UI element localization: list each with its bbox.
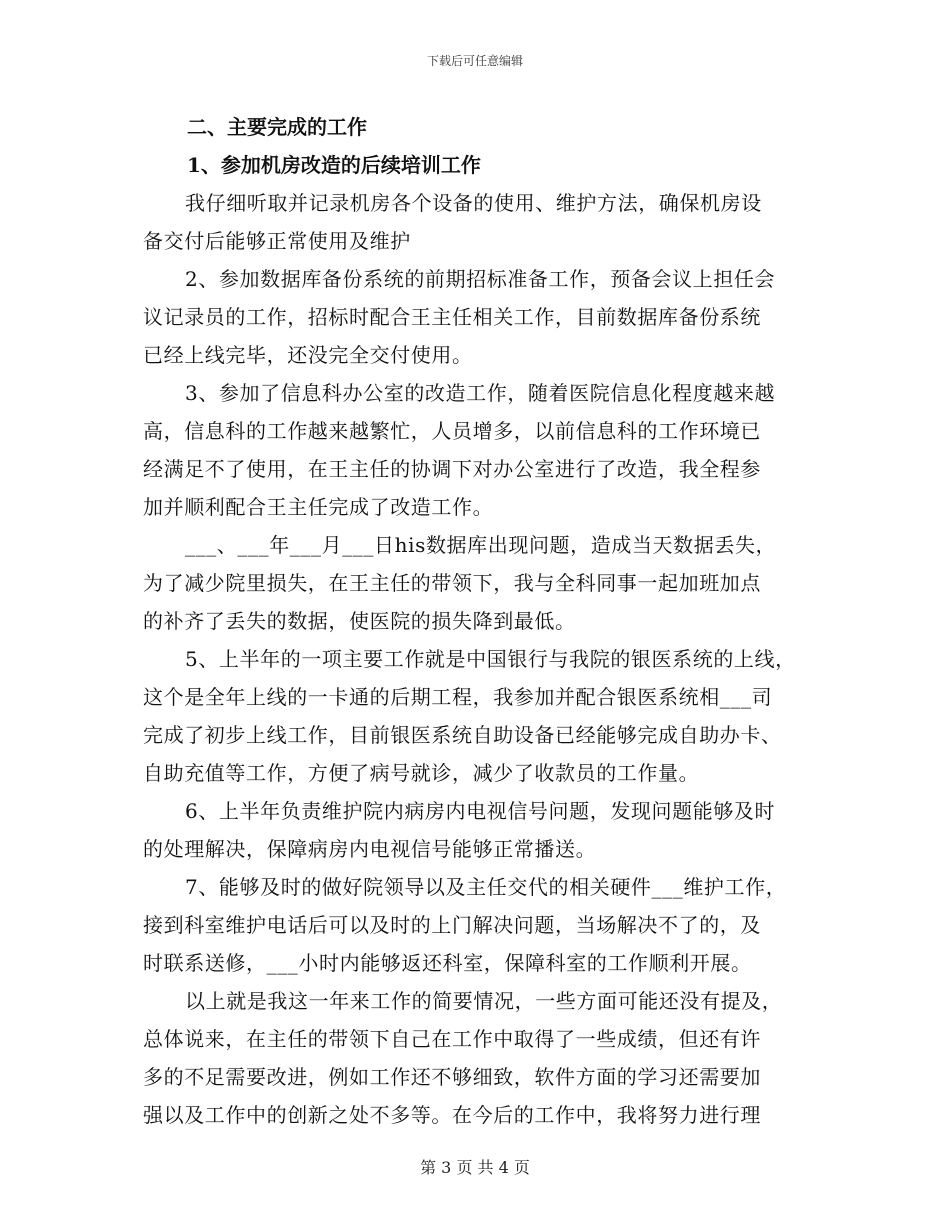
- paragraph-line: 多的不足需要改进，例如工作还不够细致，软件方面的学习还需要加: [143, 1065, 761, 1089]
- paragraph-line: ___、___年___月___日his数据库出现问题，造成当天数据丢失，: [185, 533, 777, 557]
- paragraph-line: 的处理解决，保障病房内电视信号能够正常播送。: [143, 837, 597, 861]
- paragraph-line: 以上就是我这一年来工作的简要情况，一些方面可能还没有提及，: [185, 989, 783, 1013]
- document-body: [143, 108, 823, 1134]
- paragraph-line: 加并顺利配合王主任完成了改造工作。: [143, 495, 494, 519]
- paragraph-line: 我仔细听取并记录机房各个设备的使用、维护方法，确保机房设: [185, 191, 762, 215]
- paragraph: [143, 982, 823, 1134]
- page-header-note: 下载后可任意编辑: [426, 54, 523, 68]
- paragraph-line: 时联系送修，___小时内能够返还科室，保障科室的工作顺利开展。: [143, 951, 752, 975]
- paragraph-line: 强以及工作中的创新之处不多等。在今后的工作中，我将努力进行理: [143, 1103, 761, 1127]
- paragraph: [143, 792, 823, 868]
- paragraph-line: 3、参加了信息科办公室的改造工作，随着医院信息化程度越来越: [185, 381, 776, 405]
- paragraph-line: 高，信息科的工作越来越繁忙，人员增多，以前信息科的工作环境已: [143, 419, 761, 443]
- paragraph: [143, 868, 823, 982]
- paragraph-line: 6、上半年负责维护院内病房内电视信号问题，发现问题能够及时: [185, 799, 776, 823]
- paragraph-line: 总体说来，在主任的带领下自己在工作中取得了一些成绩，但还有许: [143, 1027, 761, 1051]
- paragraph: [143, 374, 823, 526]
- paragraph-line: 完成了初步上线工作，目前银医系统自助设备已经能够完成自助办卡、: [143, 723, 782, 747]
- paragraph: [143, 184, 823, 260]
- paragraph-line: 备交付后能够正常使用及维护: [143, 229, 411, 253]
- paragraph-line: 经满足不了使用，在王主任的协调下对办公室进行了改造，我全程参: [143, 457, 761, 481]
- paragraph-line: 接到科室维护电话后可以及时的上门解决问题，当场解决不了的，及: [143, 913, 761, 937]
- paragraph-line: 2、参加数据库备份系统的前期招标准备工作，预备会议上担任会: [185, 267, 776, 291]
- page-number-footer: 第 3 页 共 4 页: [420, 1158, 530, 1177]
- paragraph-line: 自助充值等工作，方便了病号就诊，减少了收款员的工作量。: [143, 761, 700, 785]
- paragraph: [143, 260, 823, 374]
- section-heading: 二、主要完成的工作: [187, 115, 367, 139]
- paragraph: [143, 640, 823, 792]
- paragraph: [143, 526, 823, 640]
- paragraph-line: 这个是全年上线的一卡通的后期工程，我参加并配合银医系统相___司: [143, 685, 773, 709]
- paragraph-line: 7、能够及时的做好院领导以及主任交代的相关硬件___维护工作，: [185, 875, 787, 899]
- paragraph-line: 已经上线完毕，还没完全交付使用。: [143, 343, 473, 367]
- paragraph-line: 议记录员的工作，招标时配合王主任相关工作，目前数据库备份系统: [143, 305, 761, 329]
- paragraph-line: 为了减少院里损失，在王主任的带领下，我与全科同事一起加班加点: [143, 571, 761, 595]
- paragraph-line: 5、上半年的一项主要工作就是中国银行与我院的银医系统的上线，: [185, 647, 796, 671]
- paragraph-line: 的补齐了丢失的数据，使医院的损失降到最低。: [143, 609, 576, 633]
- sub-heading: 1、参加机房改造的后续培训工作: [187, 153, 481, 177]
